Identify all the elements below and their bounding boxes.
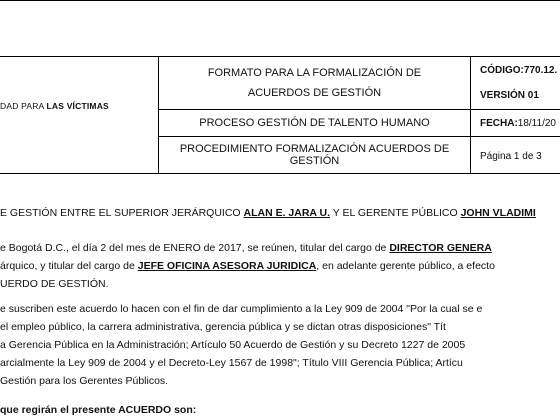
logo-text-prefix: DAD PARA xyxy=(0,101,47,111)
procedure-name xyxy=(159,137,470,173)
paragraph-2-line-4: arcialmente la Ley 909 de 2004 y el Decreto-Ley 1567 de 1998"; Título VIII Gerencia Pública; Artícu xyxy=(0,357,463,369)
form-title xyxy=(159,56,470,109)
manager-role: JEFE OFICINA ASESORA JURIDICA xyxy=(137,260,317,272)
superior-role: DIRECTOR GENERA xyxy=(389,242,492,254)
document-code: CÓDIGO:770.12. xyxy=(480,65,558,76)
paragraph-text: e Bogotá D.C., el día 2 del mes de ENERO de 2017, se reúnen, titular del cargo de xyxy=(0,242,390,254)
paragraph-1-line-2 xyxy=(0,260,495,272)
procedure-text: PROCEDIMIENTO FORMALIZACIÓN ACUERDOS DE GESTIÓN xyxy=(179,143,450,167)
paragraph-1-line-1 xyxy=(0,242,492,254)
logo-text-bold: LAS VÍCTIMAS xyxy=(46,101,109,111)
paragraph-3: que regirán el presente ACUERDO son: xyxy=(0,404,197,416)
page-counter: Página 1 de 3 xyxy=(480,151,542,162)
agreement-heading xyxy=(0,207,536,219)
process-name xyxy=(159,110,470,136)
process-text: PROCESO GESTIÓN DE TALENTO HUMANO xyxy=(199,117,430,129)
date-label: FECHA: xyxy=(480,118,518,129)
form-title-line2: ACUERDOS DE GESTIÓN xyxy=(247,86,382,99)
paragraph-1-line-3: UERDO DE GESTIÓN. xyxy=(0,278,109,290)
page-top-border xyxy=(0,0,560,1)
paragraph-text: árquico, y titular del cargo de xyxy=(0,260,138,272)
document-version: VERSIÓN 01 xyxy=(480,90,539,101)
superior-name: ALAN E. JARA U. xyxy=(243,207,331,219)
paragraph-2-line-5: Gestión para los Gerentes Públicos. xyxy=(0,375,169,387)
document-date xyxy=(480,118,556,129)
paragraph-text: , en adelante gerente público, a efecto xyxy=(316,260,495,272)
paragraph-2-line-2: el empleo público, la carrera administrativa, gerencia pública y se dictan otras disposiciones" Tít xyxy=(0,321,446,333)
header-col-rule xyxy=(470,56,471,174)
date-value: 18/11/20 xyxy=(517,118,556,129)
heading-text: Y EL GERENTE PÚBLICO xyxy=(330,207,461,219)
paragraph-2-line-3: a Gerencia Pública en la Administración; Artículo 50 Acuerdo de Gestión y su Decreto 1227 de 2005 xyxy=(0,339,466,351)
header-bottom-rule xyxy=(0,173,560,174)
heading-text: E GESTIÓN ENTRE EL SUPERIOR JERÁRQUICO xyxy=(0,207,244,219)
document-header xyxy=(0,56,560,174)
paragraph-2-line-1: e suscriben este acuerdo lo hacen con el fin de dar cumplimiento a la Ley 909 de 2004 "Por la cual se e xyxy=(0,303,483,315)
form-title-line1: FORMATO PARA LA FORMALIZACIÓN DE xyxy=(207,66,422,79)
manager-name: JOHN VLADIMI xyxy=(460,207,536,219)
entity-logo-text xyxy=(0,101,109,111)
